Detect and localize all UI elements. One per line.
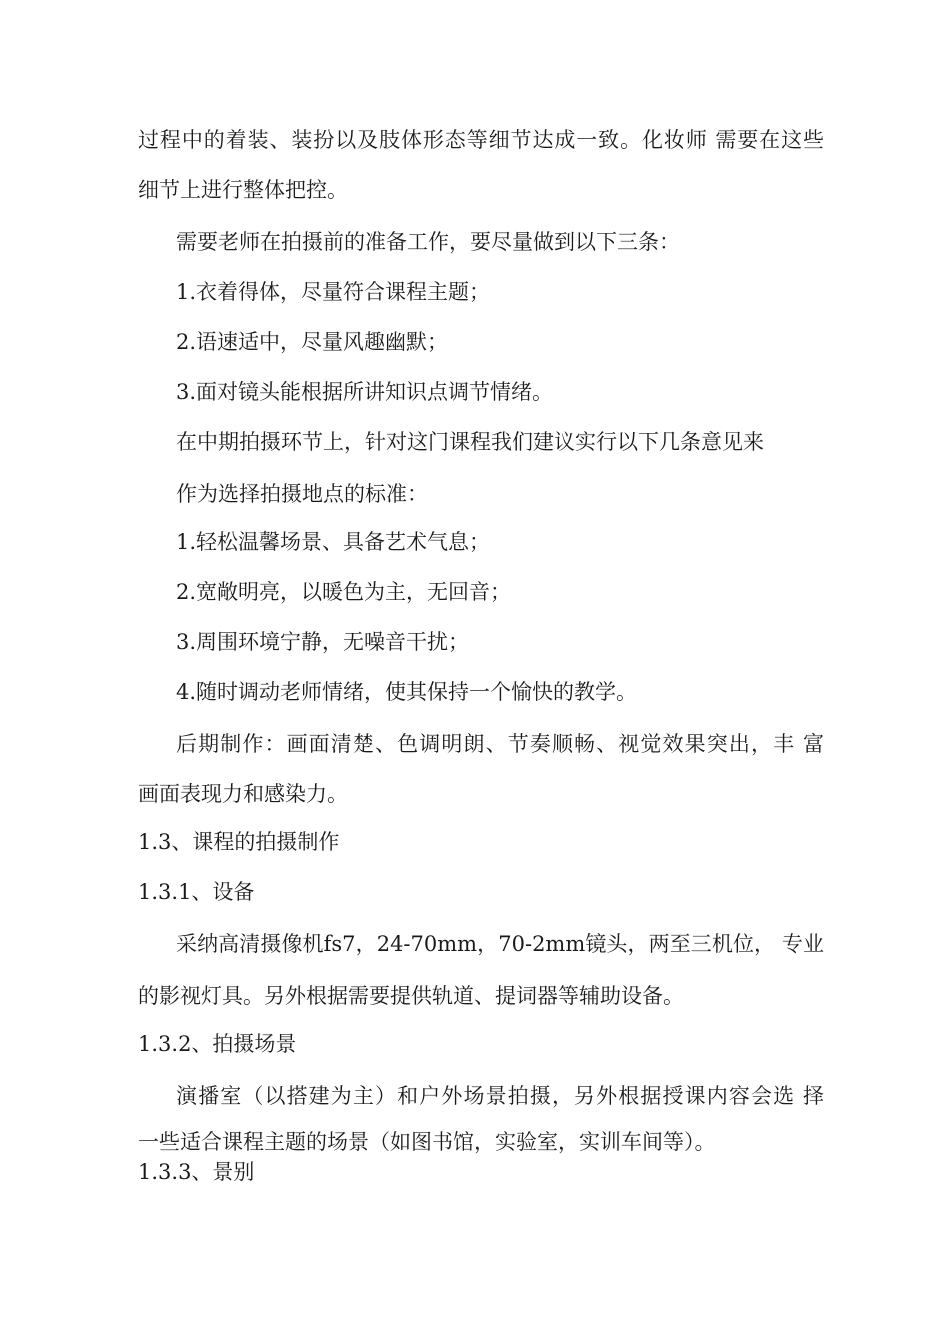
subsection-heading: 1.3.1、设备 bbox=[138, 880, 255, 904]
section-heading: 1.3、课程的拍摄制作 bbox=[138, 830, 340, 854]
paragraph-line: 演播室（以搭建为主）和户外场景拍摄，另外根据授课内容会选 择 bbox=[176, 1084, 824, 1108]
list-item: 2.语速适中，尽量风趣幽默； bbox=[176, 330, 449, 354]
subsection-heading: 1.3.3、景别 bbox=[138, 1160, 255, 1184]
list-item: 1.衣着得体，尽量符合课程主题； bbox=[176, 280, 491, 304]
paragraph-line: 细节上进行整体把控。 bbox=[138, 178, 348, 202]
paragraph-line: 一些适合课程主题的场景（如图书馆，实验室，实训车间等）。 bbox=[138, 1130, 716, 1154]
list-item: 2.宽敞明亮，以暖色为主，无回音； bbox=[176, 580, 512, 604]
list-item: 1.轻松温馨场景、具备艺术气息； bbox=[176, 530, 491, 554]
list-item: 3.周围环境宁静，无噪音干扰； bbox=[176, 630, 470, 654]
paragraph-line: 采纳高清摄像机fs7，24-70mm，70-2mm镜头，两至三机位， 专业 bbox=[176, 932, 824, 956]
paragraph-line: 作为选择拍摄地点的标准： bbox=[176, 482, 428, 506]
paragraph-line: 需要老师在拍摄前的准备工作，要尽量做到以下三条： bbox=[176, 230, 680, 254]
list-item: 3.面对镜头能根据所讲知识点调节情绪。 bbox=[176, 380, 554, 404]
paragraph-line: 的影视灯具。另外根据需要提供轨道、提词器等辅助设备。 bbox=[138, 984, 684, 1008]
subsection-heading: 1.3.2、拍摄场景 bbox=[138, 1032, 297, 1056]
paragraph-line: 后期制作：画面清楚、色调明朗、节奏顺畅、视觉效果突出，丰 富 bbox=[176, 732, 824, 756]
paragraph-line: 在中期拍摄环节上，针对这门课程我们建议实行以下几条意见来 bbox=[176, 430, 764, 454]
paragraph-line: 过程中的着装、装扮以及肢体形态等细节达成一致。化妆师 需要在这些 bbox=[138, 128, 824, 152]
paragraph-line: 画面表现力和感染力。 bbox=[138, 782, 348, 806]
list-item: 4.随时调动老师情绪，使其保持一个愉快的教学。 bbox=[176, 680, 638, 704]
